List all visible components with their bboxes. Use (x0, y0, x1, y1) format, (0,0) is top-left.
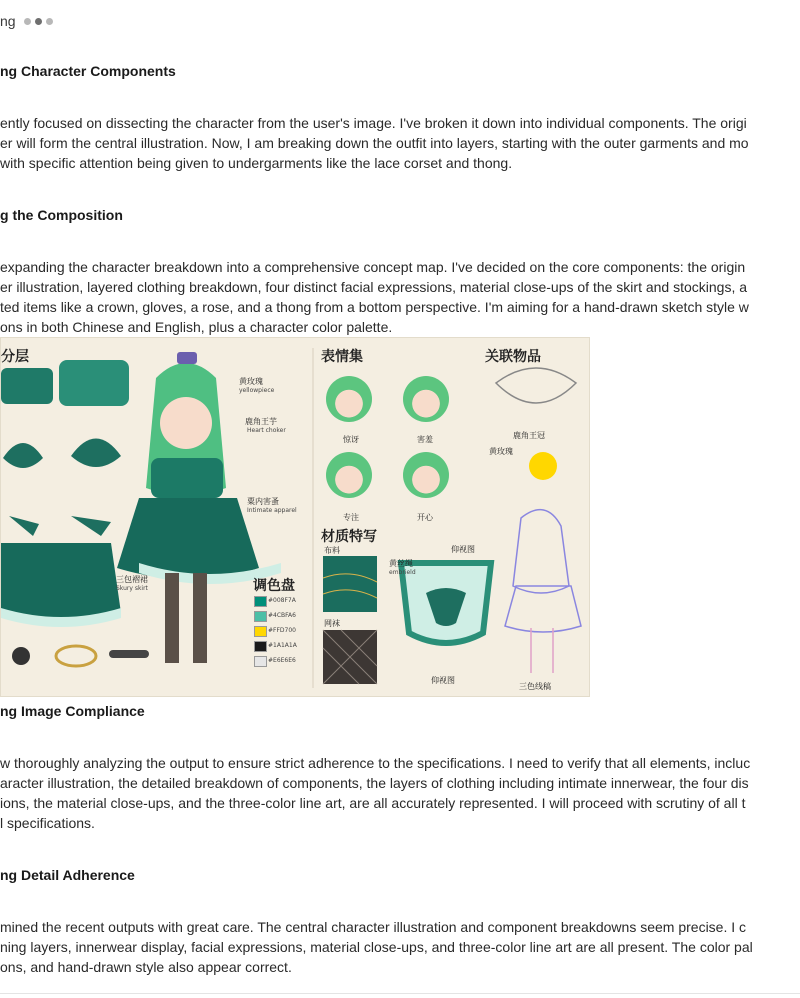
palette-title: 调色盘 (253, 578, 295, 594)
palette-hex-label: #4CBFA6 (268, 612, 296, 619)
section-heading: ng Character Components (0, 63, 176, 79)
loading-dot (24, 18, 31, 25)
section-heading: g the Composition (0, 207, 123, 223)
paragraph-line: mined the recent outputs with great care. The central character illustration and component breakdowns seem precise. I c (0, 919, 747, 935)
expression-face-image (403, 376, 449, 422)
palette-swatch (254, 656, 267, 667)
paragraph-line: ted items like a crown, gloves, a rose, and a thong from a bottom perspective. I'm aiming for a hand-drawn sketch style w (0, 299, 749, 315)
palette-swatch (254, 641, 267, 652)
expression-face-image (326, 376, 372, 422)
material-title: 材质特写 (321, 529, 377, 545)
rose-label: 黄玫瑰 (489, 447, 513, 456)
generated-character-sheet-image[interactable] (0, 337, 590, 697)
mesh-label: 网袜 (324, 619, 340, 628)
paragraph-line: ning layers, innerwear display, facial expressions, material close-ups, and three-color line art are all present. The color pal (0, 939, 753, 955)
skirt-callout-en: Skury skirt (116, 585, 148, 592)
paragraph-line: ions, the material close-ups, and the three-color line art, are all accurately represented. I will proceed with scrutiny of all t (0, 795, 746, 811)
expression-face-image (403, 452, 449, 498)
section-paragraph (0, 917, 800, 977)
expressions-title: 表情集 (321, 349, 363, 365)
section-paragraph (0, 753, 800, 833)
paragraph-line: with specific attention being given to undergarments like the lace corset and thong. (0, 155, 513, 171)
expression-label: 惊讶 (343, 435, 359, 444)
palette-swatch (254, 596, 267, 607)
embroidery-label: 黄丝绳 (389, 559, 413, 568)
palette-hex-label: #E6E6E6 (268, 657, 296, 664)
embroidery-label-en: embrield (389, 569, 416, 576)
paragraph-line: er will form the central illustration. Now, I am breaking down the outfit into layers, starting with the outer garments and mo (0, 135, 749, 151)
paragraph-line: l specifications. (0, 815, 95, 831)
crown-label: 鹿角王冠 (513, 431, 545, 440)
expression-label: 害羞 (417, 435, 433, 444)
expression-label: 开心 (417, 513, 433, 522)
choker-callout-en: Heart choker (247, 427, 286, 434)
skirt-callout: 三包褶裙 (116, 575, 148, 584)
paragraph-line: w thoroughly analyzing the output to ensure strict adherence to the specifications. I need to verify that all elements, incluc (0, 755, 751, 771)
expression-face-image (326, 452, 372, 498)
palette-swatch (254, 611, 267, 622)
choker-callout: 鹿角王芋 (245, 417, 277, 426)
palette-hex-label: #008F7A (268, 597, 296, 604)
status-text: ng (0, 13, 16, 29)
paragraph-line: ons in both Chinese and English, plus a character color palette. (0, 319, 393, 335)
palette-hex-label: #1A1A1A (268, 642, 297, 649)
intimate-callout-en: Intimate apparel (247, 507, 297, 514)
fabric-label: 布料 (324, 546, 340, 555)
rose-callout-en: yellowpiece (239, 387, 275, 394)
expression-label: 专注 (343, 513, 359, 522)
section-heading: ng Image Compliance (0, 703, 145, 719)
related-items-title: 关联物品 (485, 349, 541, 365)
loading-dots-icon (24, 18, 53, 25)
section-paragraph (0, 113, 800, 173)
palette-swatch (254, 626, 267, 637)
loading-dot (35, 18, 42, 25)
lowangle-bottom-label: 仰视图 (431, 676, 455, 685)
paragraph-line: er illustration, layered clothing breakdown, four distinct facial expressions, material close-ups of the skirt and stockings, a (0, 279, 748, 295)
paragraph-line: ently focused on dissecting the character from the user's image. I've broken it down into individual components. The origi (0, 115, 747, 131)
thinking-status (0, 13, 53, 29)
paragraph-line: expanding the character breakdown into a comprehensive concept map. I've decided on the core components: the origin (0, 259, 746, 275)
paragraph-line: ons, and hand-drawn style also appear correct. (0, 959, 292, 975)
lowangle-view-label: 仰视图 (451, 545, 475, 554)
section-paragraph (0, 257, 800, 337)
intimate-callout: 粟内害蚤 (247, 497, 279, 506)
bottom-divider (0, 993, 800, 994)
palette-hex-label: #FFD700 (268, 627, 297, 634)
layers-title: 分层 (1, 349, 29, 365)
rose-callout: 黄玫瑰 (239, 377, 263, 386)
section-heading: ng Detail Adherence (0, 867, 135, 883)
loading-dot (46, 18, 53, 25)
lineart-label: 三色线稿 (519, 682, 551, 691)
paragraph-line: aracter illustration, the detailed breakdown of components, the layers of clothing including intimate innerwear, the four dis (0, 775, 749, 791)
